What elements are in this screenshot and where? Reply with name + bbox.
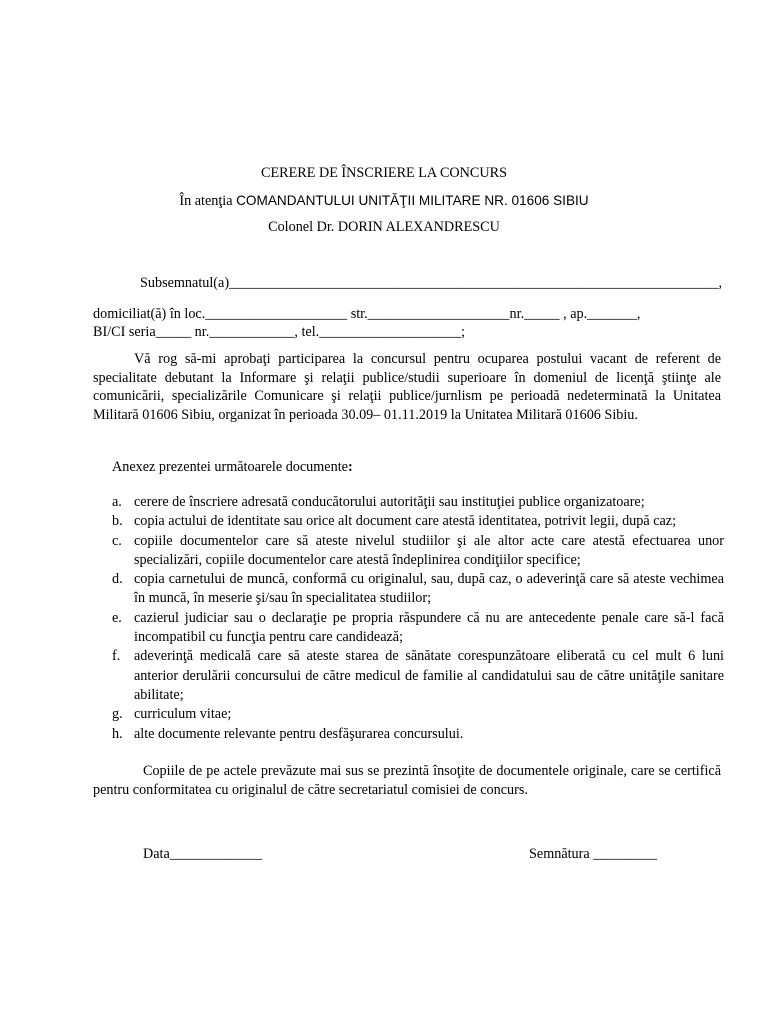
signature-field[interactable]: Semnătura _________ [529,846,658,862]
list-item-text: curriculum vitae; [134,706,232,723]
id-phone-field[interactable]: BI/CI seria_____ nr.____________, tel.____________________; [93,324,466,340]
list-item [112,493,724,512]
list-item-text: cerere de înscriere adresată conducătorului autorităţii sau instituţiei publice organizatoare; [134,494,645,510]
list-item-text: alte documente relevante pentru desfăşurarea concursului. [134,725,464,742]
recipient-line: Colonel Dr. DORIN ALEXANDRESCU [268,219,500,235]
closing-paragraph [93,762,721,799]
list-item-marker: e. [112,609,122,626]
list-item [112,532,724,571]
document-title: CERERE DE ÎNSCRIERE LA CONCURS [261,165,507,181]
list-item [112,725,724,744]
annex-intro [112,459,353,476]
list-item-marker: h. [112,725,123,742]
list-item [112,647,724,705]
list-item [112,512,724,531]
attention-recipient: COMANDANTULUI UNITĂŢII MILITARE NR. 01606 SIBIU [236,193,589,208]
list-item [112,609,724,648]
list-item-marker: c. [112,532,122,549]
documents-list [112,493,724,744]
list-item-text: copia actului de identitate sau orice alt document care atestă identitatea, potrivit legii, după caz; [134,513,677,530]
list-item-text: cazierul judiciar sau o declaraţie pe propria răspundere că nu are antecedente penale care să-l facă incompatibil cu funcţia pentru care candidează; [134,609,724,646]
domicile-field[interactable]: domiciliat(ă) în loc.____________________ str.____________________nr._____ , ap._______, [93,306,641,322]
request-text: Vă rog să-mi aprobaţi participarea la concursul pentru ocuparea postului vacant de referent de specialitate debutant la Informare şi relaţii publice/studii superioare în domeniul de licenţă ştiinţe ale comunicării, specializările Comunicare şi relaţii publice/jurnlism pe perioadă nedeterminată la Unitatea Militară 01606 Sibiu, organizat în perioada 30.09– 01.11.2019 la Unitatea Militară 01606 Sibiu. [93,351,721,423]
list-item [112,705,724,724]
attention-prefix: În atenţia [179,193,233,209]
closing-text: Copiile de pe actele prevăzute mai sus se prezintă însoţite de documentele originale, care se certifică pentru conformitatea cu originalul de către secretariatul comisiei de concurs. [93,763,721,798]
list-item-marker: g. [112,706,123,723]
list-item-marker: f. [112,648,121,665]
annex-colon: : [347,459,353,475]
request-paragraph [93,350,721,424]
list-item-text: copia carnetului de muncă, conformă cu originalul, sau, după caz, o adeverinţă care să ateste vechimea în muncă, în meserie şi/sau în specialitatea studiilor; [134,571,724,607]
date-field[interactable]: Data_____________ [143,846,263,862]
list-item-text: adeverinţă medicală care să ateste starea de sănătate corespunzătoare eliberată cu cel mult 6 luni anterior derulării concursului de către medicul de familie al candidatului sau de către unităţile sanitare abilitate; [134,648,724,703]
list-item-marker: d. [112,571,123,588]
list-item [112,570,724,609]
attention-line [0,192,768,210]
list-item-text: copiile documentelor care să ateste nivelul studiilor şi ale altor acte care atestă efectuarea unor specializări, copiile documentelor care atestă îndeplinirea condiţiilor specifice; [134,532,724,568]
list-item-marker: a. [112,494,122,510]
annex-intro-text: Anexez prezentei următoarele documente [112,459,348,475]
list-item-marker: b. [112,513,123,530]
subsemnatul-field[interactable]: Subsemnatul(a)_____________________________________________________________________, [140,275,723,291]
